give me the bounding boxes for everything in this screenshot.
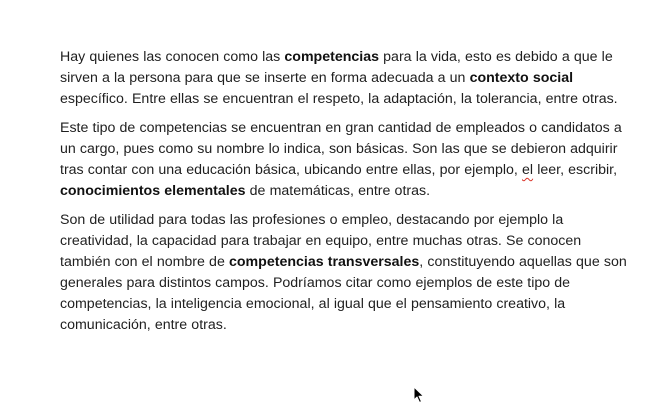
- spellcheck-flagged-word[interactable]: el: [522, 162, 534, 178]
- paragraph-text: específico. Entre ellas se encuentran el respeto, la adaptación, la tolerancia, entre otras.: [60, 91, 618, 107]
- mouse-pointer-icon: [413, 386, 425, 404]
- paragraph-text: Hay quienes las conocen como las: [60, 49, 285, 65]
- bold-term-conocimientos-elementales: conocimientos elementales: [60, 183, 246, 199]
- paragraph-text: de matemáticas, entre otras.: [245, 183, 431, 199]
- paragraph-1: [60, 47, 630, 110]
- paragraph-3: [60, 210, 630, 336]
- bold-term-competencias-transversales: competencias transversales: [229, 254, 420, 270]
- paragraph-text: , constituyendo aquellas que son generales para distintos campos. Podríamos citar como ejemplos de este tipo de competencias, la inteligencia emocional, al igual que el pensamiento creativo, la comunicación, entre otras.: [60, 254, 627, 333]
- article-body: [60, 47, 630, 344]
- bold-term-contexto-social: contexto social: [469, 70, 574, 86]
- paragraph-text: leer, escribir,: [533, 162, 618, 178]
- paragraph-2: [60, 118, 630, 202]
- paragraph-text: Este tipo de competencias se encuentran en gran cantidad de empleados o candidatos a un cargo, pues como su nombre lo indica, son básicas. Son las que se debieron adquirir tras contar con una educación básica, ubicando entre ellas, por ejemplo,: [60, 120, 622, 178]
- paragraph-text: Son de utilidad para todas las profesiones o empleo, destacando por ejemplo la creatividad, la capacidad para trabajar en equipo, entre muchas otras. Se conocen también con el nombre de: [60, 212, 582, 270]
- paragraph-text: para la vida, esto es debido a que le sirven a la persona para que se inserte en forma adecuada a un: [60, 49, 613, 86]
- bold-term-competencias: competencias: [284, 49, 380, 65]
